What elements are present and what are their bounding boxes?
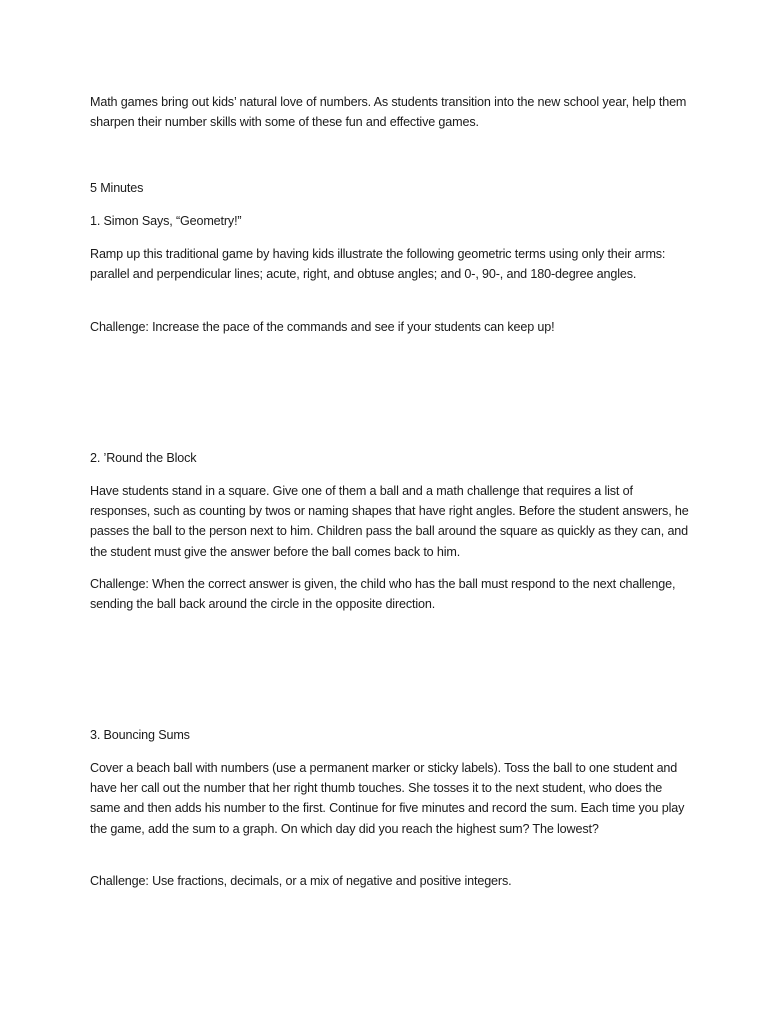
- game-title: 3. Bouncing Sums: [90, 728, 190, 742]
- game-title: 1. Simon Says, “Geometry!”: [90, 214, 242, 228]
- game-title: 2. ’Round the Block: [90, 451, 197, 465]
- game-description: Cover a beach ball with numbers (use a permanent marker or sticky labels). Toss the ball to one student and have her call out the number that her right thumb touches. She tosses it to the next student, who does the same and then adds his number to the first. Continue for five minutes and record the sum. Each time you play the game, add the sum to a graph. On which day did you reach the highest sum? The lowest?: [90, 761, 685, 836]
- game-description: Have students stand in a square. Give one of them a ball and a math challenge that requires a list of responses, such as counting by twos or naming shapes that have right angles. Before the student answers, he passes the ball to the person next to him. Children pass the ball around the square as quickly as they can, and the student must give the answer before the ball comes back to him.: [90, 484, 689, 559]
- intro-paragraph: Math games bring out kids’ natural love of numbers. As students transition into the new school year, help them sharpen their number skills with some of these fun and effective games.: [90, 95, 687, 130]
- game-challenge: Challenge: When the correct answer is given, the child who has the ball must respond to the next challenge, sending the ball back around the circle in the opposite direction.: [90, 577, 676, 612]
- time-heading: 5 Minutes: [90, 181, 144, 195]
- game-challenge: Challenge: Increase the pace of the commands and see if your students can keep up!: [90, 320, 555, 334]
- game-description: Ramp up this traditional game by having kids illustrate the following geometric terms using only their arms: parallel and perpendicular lines; acute, right, and obtuse angles; and 0-, 90-, and 180-degree angles.: [90, 247, 666, 282]
- game-challenge: Challenge: Use fractions, decimals, or a mix of negative and positive integers.: [90, 874, 512, 888]
